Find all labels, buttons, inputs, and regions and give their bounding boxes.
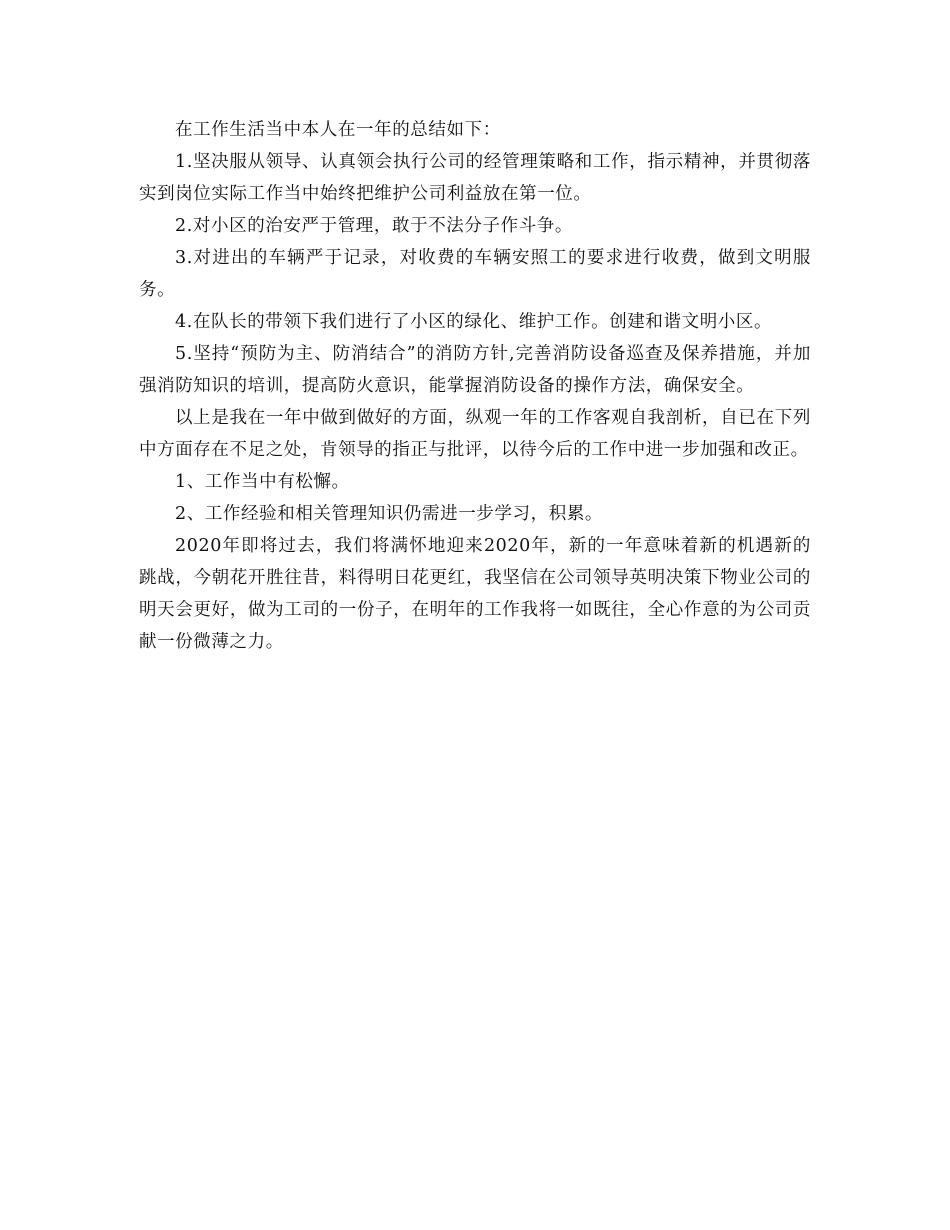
paragraph-item-2: 2.对小区的治安严于管理，敢于不法分子作斗争。 xyxy=(175,216,573,236)
paragraph-conclusion: 2020年即将过去，我们将满怀地迎来2020年，新的一年意味着新的机遇新的跳战，今朝花开胜往昔，料得明日花更红，我坚信在公司领导英明决策下物业公司的明天会更好，做为工司的一份子，在明年的工作我将一如既往，全心作意的为公司贡献一份微薄之力。 xyxy=(139,536,811,652)
paragraph-item-4: 4.在队长的带领下我们进行了小区的绿化、维护工作。创建和谐文明小区。 xyxy=(175,312,773,332)
paragraph-item-1: 1.坚决服从领导、认真领会执行公司的经管理策略和工作，指示精神，并贯彻落实到岗位实际工作当中始终把维护公司利益放在第一位。 xyxy=(139,152,811,204)
paragraph-item-5: 5.坚持“预防为主、防消结合”的消防方针,完善消防设备巡查及保养措施，并加强消防知识的培训，提高防火意识，能掌握消防设备的操作方法，确保安全。 xyxy=(139,344,811,396)
paragraph-shortcoming-2: 2、工作经验和相关管理知识仍需进一步学习，积累。 xyxy=(175,504,604,524)
paragraph-shortcoming-1: 1、工作当中有松懈。 xyxy=(175,472,350,492)
paragraph-item-3: 3.对进出的车辆严于记录，对收费的车辆安照工的要求进行收费，做到文明服务。 xyxy=(139,248,811,300)
document-body xyxy=(139,114,811,658)
paragraph-intro: 在工作生活当中本人在一年的总结如下： xyxy=(175,120,501,140)
paragraph-self-review: 以上是我在一年中做到做好的方面，纵观一年的工作客观自我剖析，自已在下列中方面存在不足之处，肯领导的指正与批评，以待今后的工作中进一步加强和改正。 xyxy=(139,408,811,460)
